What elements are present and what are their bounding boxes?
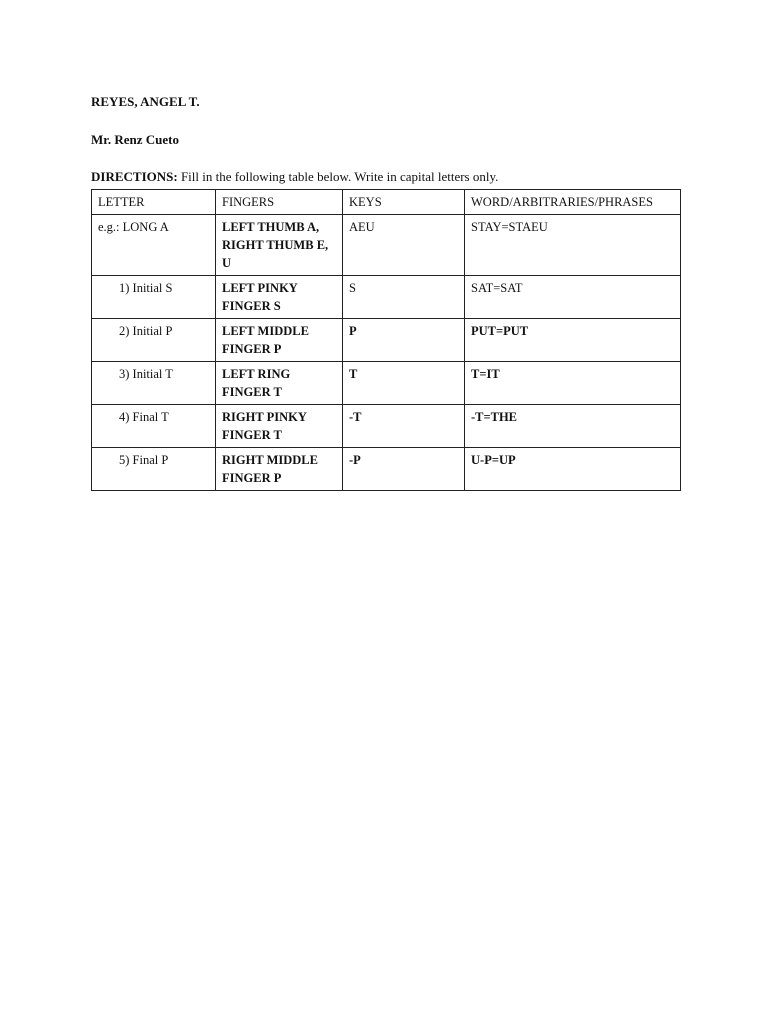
cell-letter: 4) Final T: [92, 405, 216, 448]
cell-keys: -T: [343, 405, 465, 448]
cell-letter: 1) Initial S: [92, 276, 216, 319]
cell-word: -T=THE: [465, 405, 681, 448]
table-row: [92, 319, 681, 362]
table-header-row: [92, 190, 681, 215]
column-header-letter: LETTER: [92, 190, 216, 215]
steno-table: [91, 189, 681, 491]
cell-keys: P: [343, 319, 465, 362]
column-header-word: WORD/ARBITRARIES/PHRASES: [465, 190, 681, 215]
teacher-name: Mr. Renz Cueto: [91, 132, 179, 147]
cell-keys: -P: [343, 448, 465, 491]
directions: [91, 169, 498, 185]
cell-letter: 2) Initial P: [92, 319, 216, 362]
cell-word: T=IT: [465, 362, 681, 405]
column-header-fingers: FINGERS: [216, 190, 343, 215]
cell-keys: AEU: [343, 215, 465, 276]
cell-letter: 5) Final P: [92, 448, 216, 491]
cell-letter: 3) Initial T: [92, 362, 216, 405]
table-row-example: [92, 215, 681, 276]
cell-fingers: LEFT MIDDLE FINGER P: [216, 319, 343, 362]
cell-word: U-P=UP: [465, 448, 681, 491]
table-row: [92, 276, 681, 319]
cell-word: PUT=PUT: [465, 319, 681, 362]
cell-letter: e.g.: LONG A: [92, 215, 216, 276]
cell-fingers: LEFT RING FINGER T: [216, 362, 343, 405]
cell-keys: S: [343, 276, 465, 319]
cell-fingers: LEFT PINKY FINGER S: [216, 276, 343, 319]
directions-label: DIRECTIONS:: [91, 169, 178, 184]
student-name: REYES, ANGEL T.: [91, 94, 200, 109]
cell-keys: T: [343, 362, 465, 405]
table-row: [92, 362, 681, 405]
cell-fingers: RIGHT MIDDLE FINGER P: [216, 448, 343, 491]
cell-fingers: LEFT THUMB A, RIGHT THUMB E, U: [216, 215, 343, 276]
cell-word: STAY=STAEU: [465, 215, 681, 276]
directions-text: Fill in the following table below. Write in capital letters only.: [177, 169, 499, 184]
table-row: [92, 405, 681, 448]
column-header-keys: KEYS: [343, 190, 465, 215]
table-row: [92, 448, 681, 491]
cell-word: SAT=SAT: [465, 276, 681, 319]
cell-fingers: RIGHT PINKY FINGER T: [216, 405, 343, 448]
